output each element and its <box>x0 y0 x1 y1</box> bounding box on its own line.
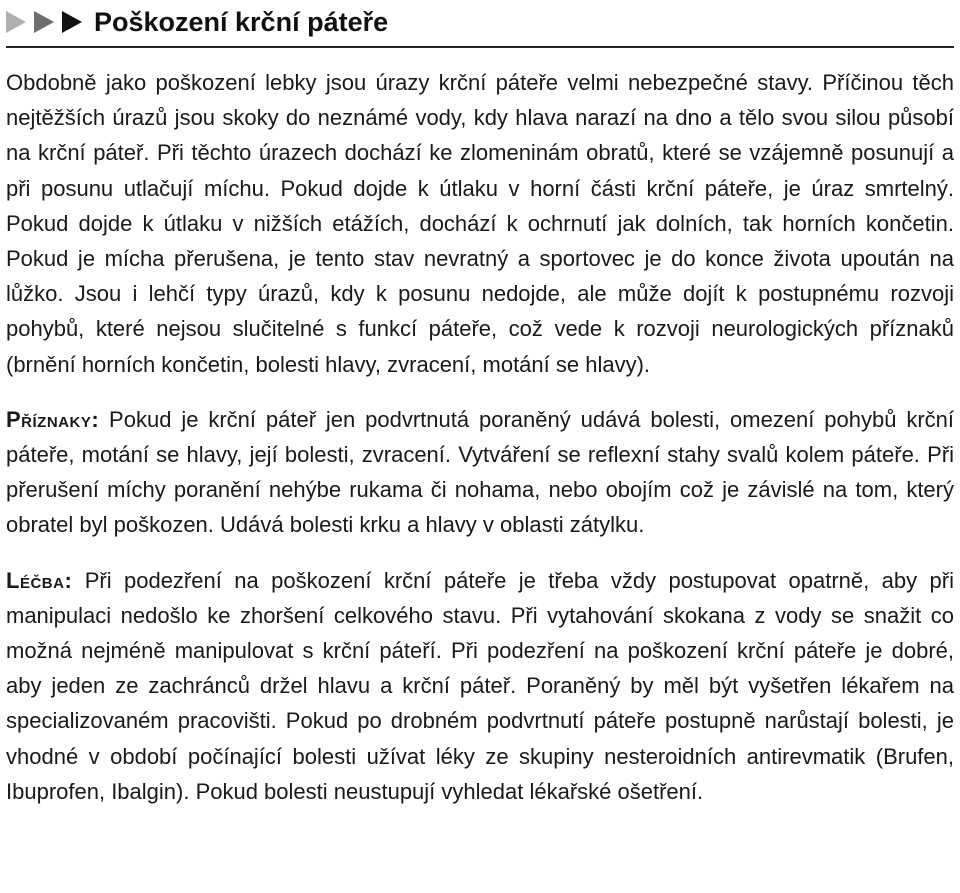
arrow-light-icon <box>6 11 26 33</box>
arrow-medium-icon <box>34 11 54 33</box>
heading-arrows <box>6 11 82 33</box>
arrow-dark-icon <box>62 11 82 33</box>
heading-rule <box>6 46 954 48</box>
document-page <box>6 0 954 809</box>
section-heading <box>6 0 954 44</box>
symptoms-paragraph <box>6 402 954 543</box>
symptoms-text: Pokud je krční páteř jen podvrtnutá poraněný udává bolesti, omezení pohybů krční páteře, motání se hlavy, její bolesti, zvracení. Vytváření se reflexní stahy svalů kolem páteře. Při přerušení míchy poranění nehýbe rukama či nohama, nebo obojím což je závislé na tom, který obratel byl poškozen. Udává bolesti krku a hlavy v oblasti zátylku. <box>6 406 954 538</box>
treatment-text: Při podezření na poškození krční páteře je třeba vždy postupovat opatrně, aby při manipulaci nedošlo ke zhoršení celkového stavu. Při vytahování skokana z vody se snažit co možná nejméně manipulovat s krční páteří. Při podezření na poškození krční páteře je dobré, aby jeden ze zachránců držel hlavu a krční páteř. Poraněný by měl být vyšetřen lékařem na specializovaném pracovišti. Pokud po drobném podvrtnutí páteře postupně narůstají bolesti, je vhodné v období počínající bolesti užívat léky ze skupiny nesteroidních antirevmatik (Brufen, Ibuprofen, Ibalgin). Pokud bolesti neustupují vyhledat lékařské ošetření. <box>6 567 954 804</box>
treatment-paragraph <box>6 563 954 809</box>
section-title: Poškození krční páteře <box>94 6 389 37</box>
symptoms-label: Příznaky: <box>6 406 100 432</box>
intro-paragraph: Obdobně jako poškození lebky jsou úrazy krční páteře velmi nebezpečné stavy. Příčinou těch nejtěžších úrazů jsou skoky do neznámé vody, kdy hlava narazí na dno a tělo svou silou působí na krční páteř. Při těchto úrazech dochází ke zlomeninám obratů, které se vzájemně posunují a při posunu utlačují míchu. Pokud dojde k útlaku v horní části krční páteře, je úraz smrtelný. Pokud dojde k útlaku v nižších etážích, dochází k ochrnutí jak dolních, tak horních končetin. Pokud je mícha přerušena, je tento stav nevratný a sportovec je do konce života upoután na lůžko. Jsou i lehčí typy úrazů, kdy k posunu nedojde, ale může dojít k postupnému rozvoji pohybů, které nejsou slučitelné s funkcí páteře, což vede k rozvoji neurologických příznaků (brnění horních končetin, bolesti hlavy, zvracení, motání se hlavy). <box>6 70 954 377</box>
treatment-label: Léčba: <box>6 567 73 593</box>
